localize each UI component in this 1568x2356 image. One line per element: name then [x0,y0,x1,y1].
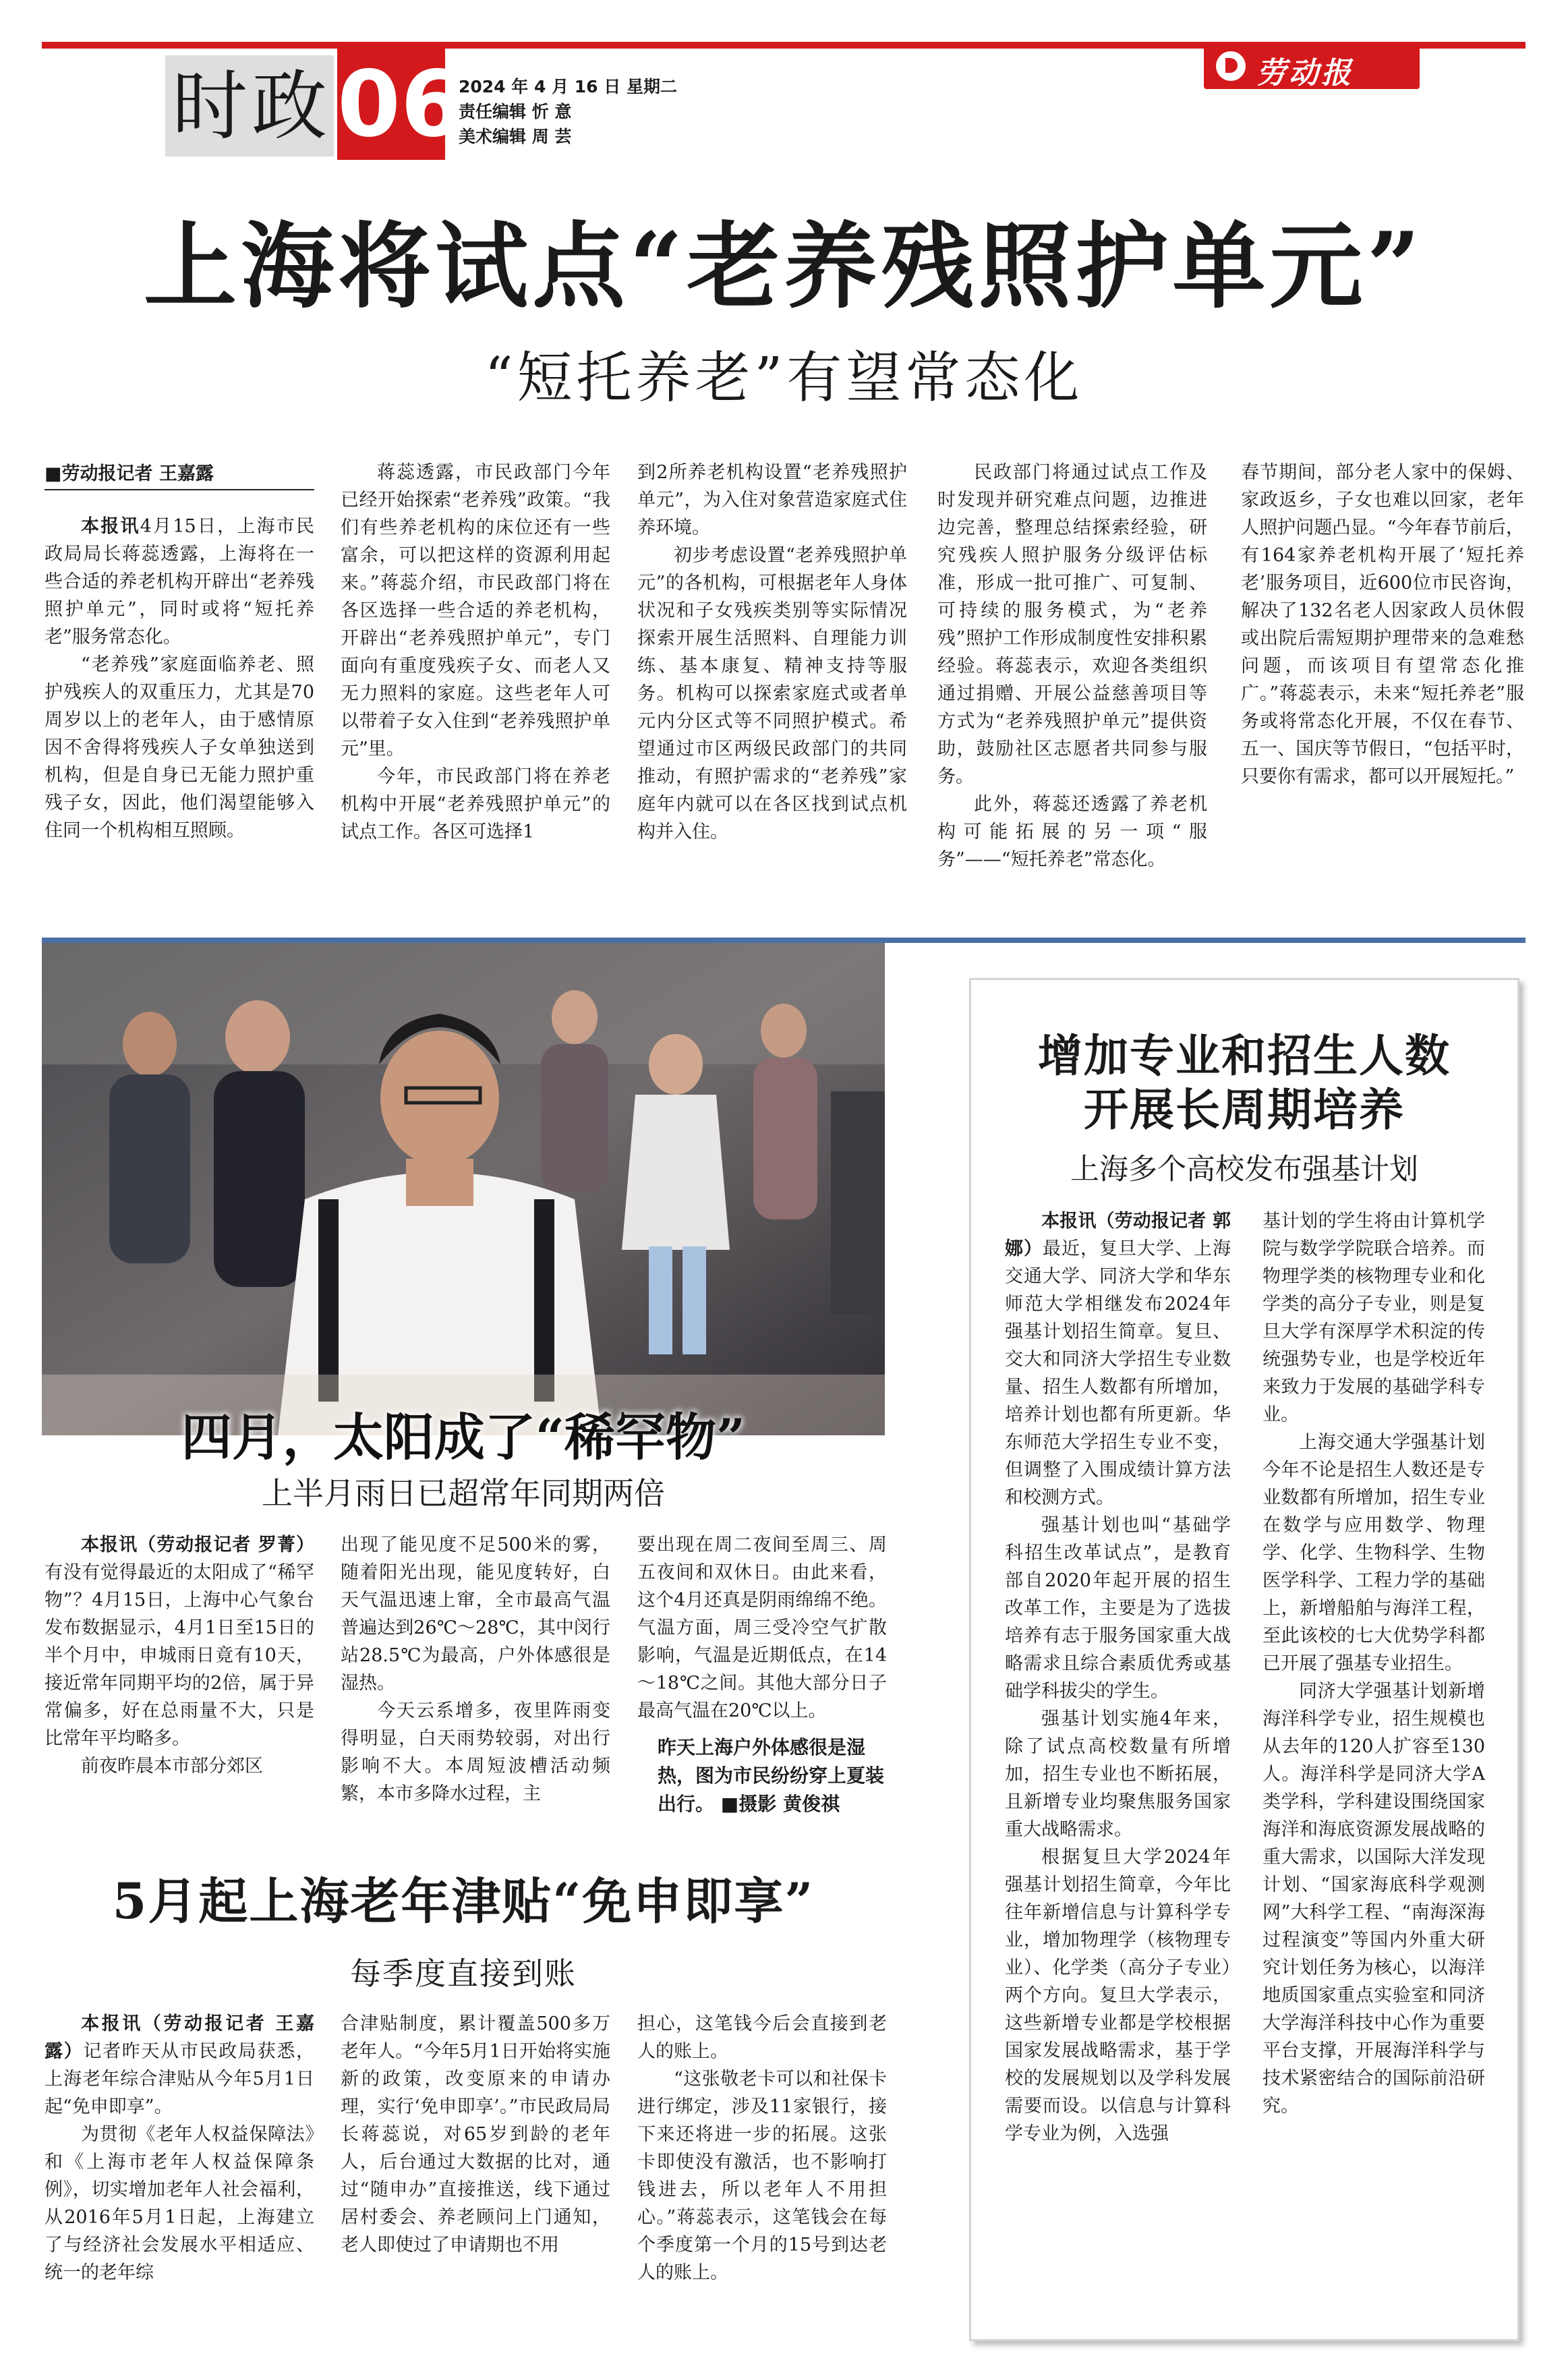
sidebar-headline [969,1029,1519,1137]
pension-subhead: 每季度直接到账 [350,1955,577,1992]
paragraph [1005,1705,1231,1843]
paragraph-text: 强基计划实施4年来，除了试点高校数量有所增加，招生专业也不断拓展，且新增专业均聚焦服务国家重大战略需求。 [1005,1708,1231,1840]
paragraph-text: 同济大学强基计划新增海洋科学专业，招生规模也从去年的120人扩容至130人。海洋科学是同济大学A类学科，学科建设围绕国家海洋和海底资源发展战略的重大需求，以国际大洋发现计划、“国家海底科学观测网”大科学工程、“南海深海过程演变”等国内外重大研究计划任务为核心，以海洋地质国家重点实验室和同济大学海洋科技中心作为重要平台支撑，开展海洋科学与技术紧密结合的国际前沿研究。 [1262,1681,1485,2117]
paragraph-text: 担心，这笔钱今后会直接到老人的账上。 [637,2013,887,2062]
editor-line: 责任编辑 忻 意 [459,102,572,121]
lead-subhead: “短托养老”有望常态化 [484,346,1084,410]
section-divider [42,938,1526,943]
paragraph [45,1531,314,1752]
paragraph [341,2010,610,2259]
paragraph [1005,1512,1231,1705]
paragraph-text: 有没有觉得最近的太阳成了“稀罕物”？4月15日，上海中心气象台发布数据显示，4月1日至15日的半个月中，申城雨日竟有10天，接近常年同期平均的2倍，属于异常偏多，好在总雨量不大，只是比常年平均略多。 [45,1562,314,1749]
paragraph [937,791,1207,873]
dateline: 本报讯（劳动报记者 王嘉露） [45,2013,314,2062]
pension-headline: 5月起上海老年津贴“免申即享” [112,1872,815,1930]
paragraph-text: 蒋蕊透露，市民政部门今年已经开始探索“老养残”政策。“我们有些养老机构的床位还有一些富余，可以把这样的资源利用起来。”蒋蕊介绍，市民政部门将在各区选择一些合适的养老机构，开辟出“老养残照护单元”，专门面向有重度残疾子女、而老人又无力照料的家庭。这些老年人可以带着子女入住到“老养残照护单元”里。 [341,462,610,759]
paragraph-text: “老养残”家庭面临养老、照护残疾人的双重压力，尤其是70周岁以上的老年人，由于感情原因不舍得将残疾人子女单独送到机构，但是自身已无能力照护重残子女，因此，他们渴望能够入住同一个机构相互照顾。 [45,654,314,841]
lead-headline: 上海将试点“老养残照护单元” [144,211,1424,321]
logo-text: 劳动报 [1256,56,1354,90]
paragraph-text: 为贯彻《老年人权益保障法》和《上海市老年人权益保障条例》，切实增加老年人社会福利，从2016年5月1日起，上海建立了与经济社会发展水平相适应、统一的老年综 [45,2124,314,2283]
paragraph [341,1697,610,1808]
paragraph-text: 春节期间，部分老人家中的保姆、家政返乡，子女也难以回家，老年人照护问题凸显。“今年春节前后，有164家养老机构开展了‘短托养老’服务项目，近600位市民咨询，解决了132名老人因家政人员休假或出院后需短期护理带来的急难愁问题，而该项目有望常态化推广。”蒋蕊表示，未来“短托养老”服务或将常态化开展，不仅在春节、五一、国庆等节假日，“包括平时，只要你有需求，都可以开展短托。” [1241,462,1524,787]
paragraph-text: 记者昨天从市民政局获悉，上海老年综合津贴从今年5月1日起“免申即享”。 [45,2041,315,2117]
dateline: 本报讯（劳动报记者 罗菁） [81,1534,314,1555]
sidebar-column-1 [1005,1207,1231,2148]
paragraph [937,459,1207,791]
lead-column-5 [1241,459,1524,791]
photo-caption: 昨天上海户外体感很是湿热，图为市民纷纷穿上夏装出行。 ■摄影 黄俊祺 [658,1736,885,1815]
sidebar-column-2 [1262,1207,1485,2120]
paragraph-text: 出现了能见度不足500米的雾，随着阳光出现，能见度转好，白天气温迅速上窜，全市最高气温普遍达到26℃～28℃，其中闵行站28.5℃为最高，户外体感很是湿热。 [341,1534,610,1694]
paragraph-text: 4月15日，上海市民政局局长蒋蕊透露，上海将在一些合适的养老机构开辟出“老养残照护单元”，同时或将“短托养老”服务常态化。 [45,516,314,648]
paragraph [45,1752,314,1780]
paragraph [45,2121,314,2287]
paragraph-text: 基计划的学生将由计算机学院与数学学院联合培养。而物理学类的核物理专业和化学类的高分子专业，则是复旦大学有深厚学术积淀的传统强势专业，也是学校近年来致力于发展的基础学科专业。 [1262,1211,1485,1425]
paragraph [637,2010,887,2065]
lead-column-4 [937,459,1207,873]
pension-column-2 [341,2010,610,2259]
lead-column-3 [637,459,907,846]
paragraph [637,459,907,542]
paragraph-text: “这张敬老卡可以和社保卡进行绑定，涉及11家银行，接下来还将进一步的拓展。这张卡即使没有激活，也不影响打钱进去，所以老年人不用担心。”蒋蕊表示，这笔钱会在每个季度第一个月的15号到达老人的账上。 [637,2069,887,2283]
paragraph-text: 到2所养老机构设置“老养残照护单元”，为入住对象营造家庭式住养环境。 [637,462,907,538]
section-name: 时政 [172,63,331,150]
paragraph [1005,1207,1231,1512]
paragraph-text: 最近，复旦大学、上海交通大学、同济大学和华东师范大学相继发布2024年强基计划招生简章。复旦、交大和同济大学招生专业数量、招生人数都有所增加，培养计划也都有所更新。华东师范大学招生专业不变，但调整了入围成绩计算方法和校测方式。 [1005,1238,1231,1508]
weather-headline: 四月，太阳成了“稀罕物” [181,1408,746,1467]
lead-column-2 [341,459,610,846]
paragraph [341,1531,610,1697]
paragraph [45,513,314,651]
paragraph-text: 要出现在周二夜间至周三、周五夜间和双休日。由此来看，这个4月还真是阴雨绵绵不绝。气温方面，周三受冷空气扩散影响，气温是近期低点，在14～18℃之间。其他大部分日子最高气温在20℃以上。 [637,1534,887,1721]
paragraph [637,1531,887,1725]
lead-column-1 [45,513,314,844]
paragraph-text: 今年，市民政部门将在养老机构中开展“老养残照护单元”的试点工作。各区可选择1 [341,766,610,842]
weather-column-3 [637,1531,887,1725]
weather-subhead: 上半月雨日已超常年同期两倍 [262,1475,665,1512]
street-photo [42,943,885,1435]
newspaper-logo [1204,45,1420,89]
paragraph [637,2065,887,2287]
dateline: 本报讯 [81,516,140,537]
sidebar-headline-line-1: 增加专业和招生人数 [1038,1029,1451,1082]
paragraph [637,542,907,846]
paragraph [341,459,610,763]
pension-column-1 [45,2010,314,2287]
art-editor-line: 美术编辑 周 芸 [459,127,572,146]
issue-meta [459,74,677,149]
sidebar-subhead: 上海多个高校发布强基计划 [1070,1153,1418,1186]
paragraph [341,763,610,846]
paragraph [45,2010,314,2121]
paragraph-text: 今天云系增多，夜里阵雨变得明显，白天雨势较弱，对出行影响不大。本周短波槽活动频繁，本市多降水过程，主 [341,1700,610,1804]
paragraph [1262,1207,1485,1429]
paragraph-text: 根据复旦大学2024年强基计划招生简章，今年比往年新增信息与计算科学专业，增加物理学（核物理专业）、化学类（高分子专业）两个方向。复旦大学表示，这些新增专业都是学校根据国家发展战略需求，基于学校的发展规划以及学科发展需要而设。以信息与计算科学专业为例，入选强 [1005,1847,1231,2144]
weather-column-2 [341,1531,610,1808]
paragraph [45,651,314,844]
paragraph [1262,1429,1485,1677]
paragraph-text: 合津贴制度，累计覆盖500多万老年人。“今年5月1日开始将实施新的政策，改变原来的申请办理，实行‘免申即享’。”市民政局局长蒋蕊说，对65岁到龄的老年人，后台通过大数据的比对，通过“随申办”直接推送，线下通过居村委会、养老顾问上门通知，老人即使过了申请期也不用 [341,2013,610,2256]
paragraph-text: 强基计划也叫“基础学科招生改革试点”，是教育部自2020年起开展的招生改革工作，主要是为了选拔培养有志于服务国家重大战略需求且综合素质优秀或基础学科拔尖的学生。 [1005,1515,1231,1702]
paragraph [1005,1843,1231,2148]
pension-column-3 [637,2010,887,2287]
paragraph [1241,459,1524,791]
paragraph-text: 民政部门将通过试点工作及时发现并研究难点问题，边推进边完善，整理总结探索经验，研究残疾人照护服务分级评估标准，形成一批可推广、可复制、可持续的服务模式，为“老养残”照护工作形成制度性安排积累经验。蒋蕊表示，欢迎各类组织通过捐赠、开展公益慈善项目等方式为“老养残照护单元”提供资助，鼓励社区志愿者共同参与服务。 [937,462,1207,787]
paragraph-text: 前夜昨晨本市部分郊区 [81,1756,263,1777]
logo-mark-icon [1216,51,1246,81]
weather-column-1 [45,1531,314,1780]
sidebar-headline-line-2: 开展长周期培养 [1084,1083,1405,1136]
paragraph [1262,1677,1485,2120]
paragraph-text: 此外，蒋蕊还透露了养老机构可能拓展的另一项“服务”——“短托养老”常态化。 [937,794,1207,870]
paragraph-text: 上海交通大学强基计划今年不论是招生人数还是专业数都有所增加，招生专业在数学与应用数学、物理学、化学、生物科学、生物医学科学、工程力学的基础上，新增船舶与海洋工程，至此该校的七大优势学科都已开展了强基专业招生。 [1262,1432,1485,1674]
page-number: 06 [337,49,445,160]
paragraph-text: 初步考虑设置“老养残照护单元”的各机构，可根据老年人身体状况和子女残疾类别等实际情况探索开展生活照料、自理能力训练、基本康复、精神支持等服务。机构可以探索家庭式或者单元内分区式等不同照护模式。希望通过市区两级民政部门的共同推动，有照护需求的“老养残”家庭年内就可以在各区找到试点机构并入住。 [637,545,907,842]
dateline: 本报讯（劳动报记者 郭娜） [1005,1211,1231,1259]
date-line: 2024 年 4 月 16 日 星期二 [459,77,677,96]
lead-byline: ■劳动报记者 王嘉露 [45,459,314,490]
